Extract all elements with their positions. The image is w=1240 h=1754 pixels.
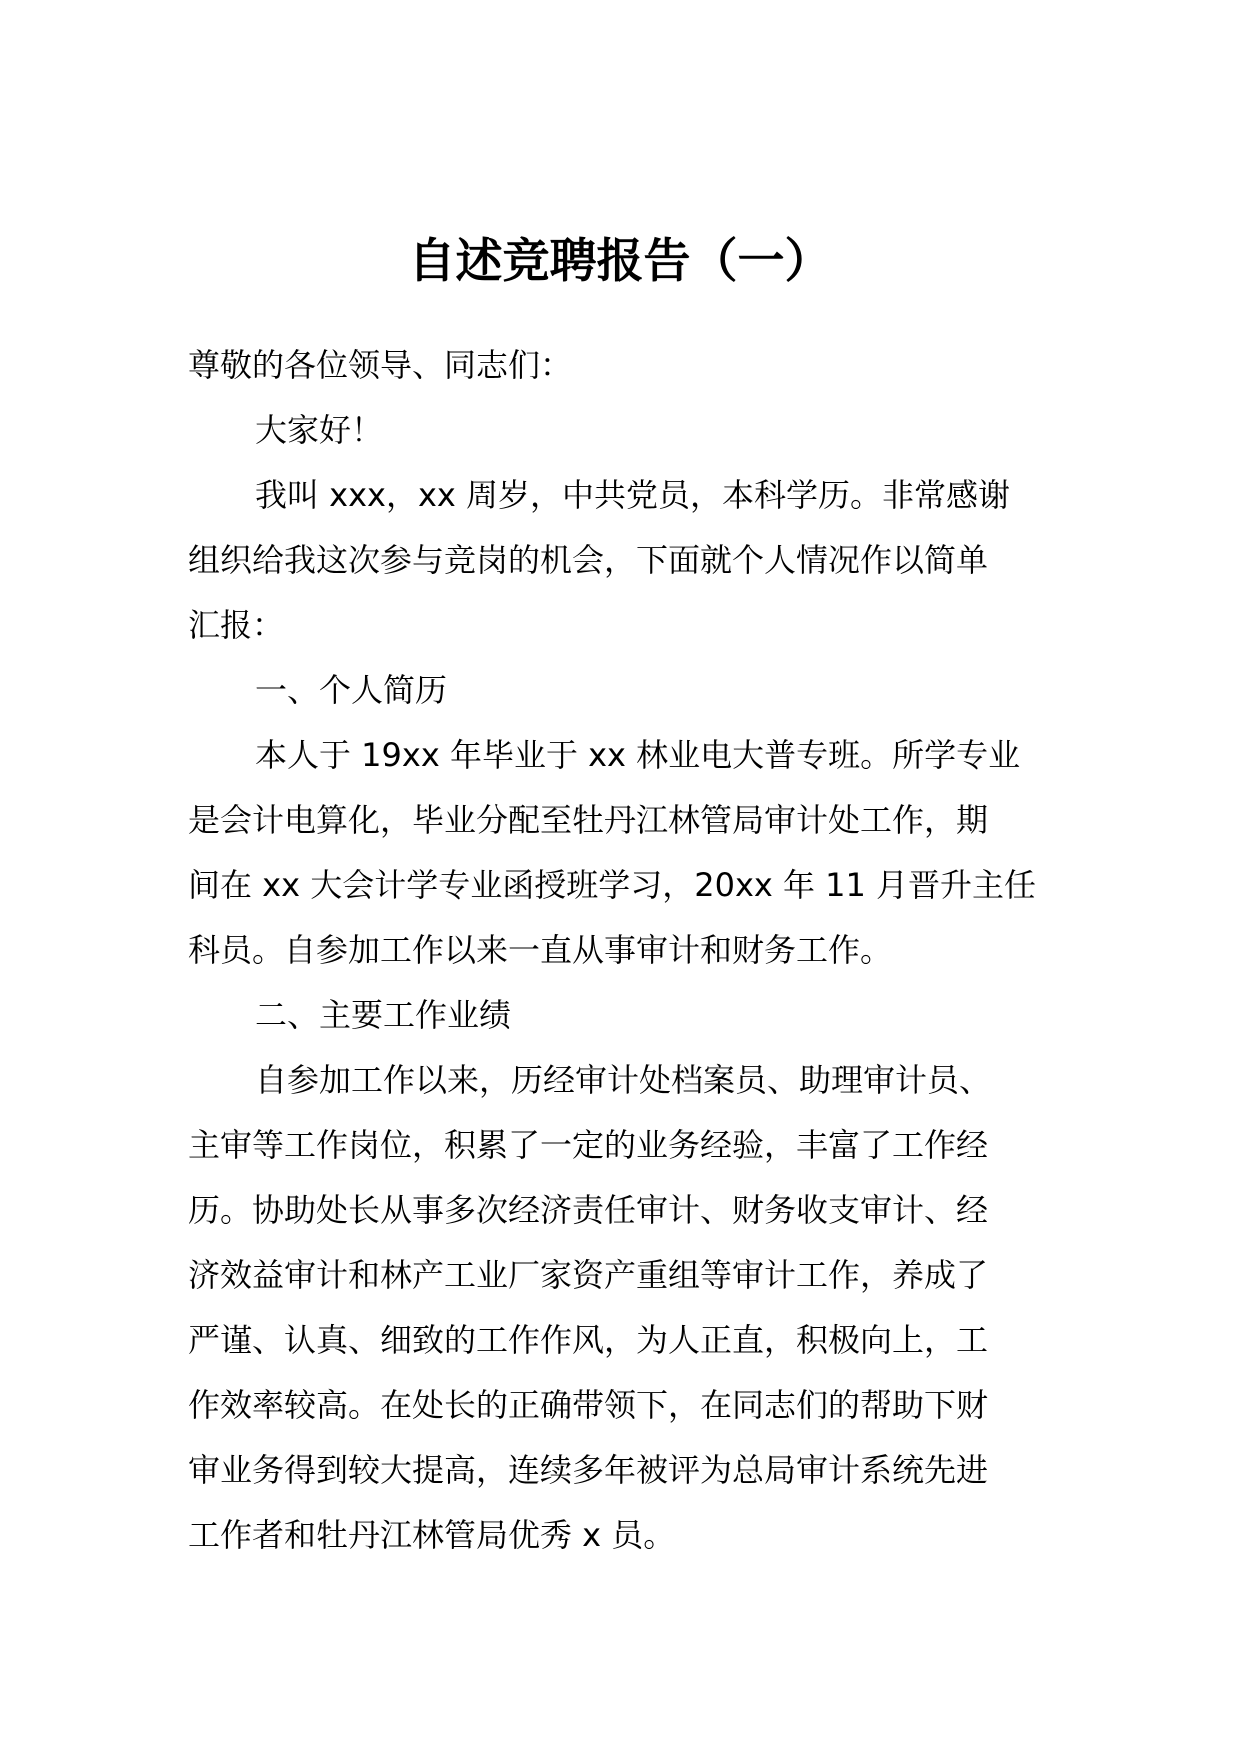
paragraph-line: 济效益审计和林产工业厂家资产重组等审计工作，养成了 [188,1256,989,1294]
paragraph-line: 历。协助处长从事多次经济责任审计、财务收支审计、经 [188,1191,989,1229]
paragraph-line: 本人于 19xx 年毕业于 xx 林业电大普专班。所学专业 [255,736,1021,774]
paragraph-line: 主审等工作岗位，积累了一定的业务经验，丰富了工作经 [188,1126,989,1164]
document-body [188,333,1068,1568]
paragraph-line: 是会计电算化，毕业分配至牡丹江林管局审计处工作，期 [188,801,989,839]
paragraph-line: 严谨、认真、细致的工作作风，为人正直，积极向上，工 [188,1321,989,1359]
greeting-line: 大家好！ [255,411,384,449]
document-title: 自述竞聘报告（一） [408,234,832,289]
paragraph-line: 科员。自参加工作以来一直从事审计和财务工作。 [188,931,893,969]
paragraph-line: 审业务得到较大提高，连续多年被评为总局审计系统先进 [188,1451,989,1489]
paragraph-line: 间在 xx 大会计学专业函授班学习，20xx 年 11 月晋升主任 [188,866,1037,904]
paragraph-line: 作效率较高。在处长的正确带领下，在同志们的帮助下财 [188,1386,989,1424]
section-heading-1: 一、个人简历 [255,671,448,709]
paragraph-line: 组织给我这次参与竞岗的机会，下面就个人情况作以简单 [188,541,989,579]
paragraph-line: 工作者和牡丹江林管局优秀 x 员。 [188,1516,676,1554]
salutation-line: 尊敬的各位领导、同志们： [188,346,573,384]
paragraph-line: 我叫 xxx，xx 周岁，中共党员，本科学历。非常感谢 [255,476,1011,514]
paragraph-line: 自参加工作以来，历经审计处档案员、助理审计员、 [255,1061,992,1099]
section-heading-2: 二、主要工作业绩 [255,996,512,1034]
paragraph-line: 汇报： [188,606,285,644]
